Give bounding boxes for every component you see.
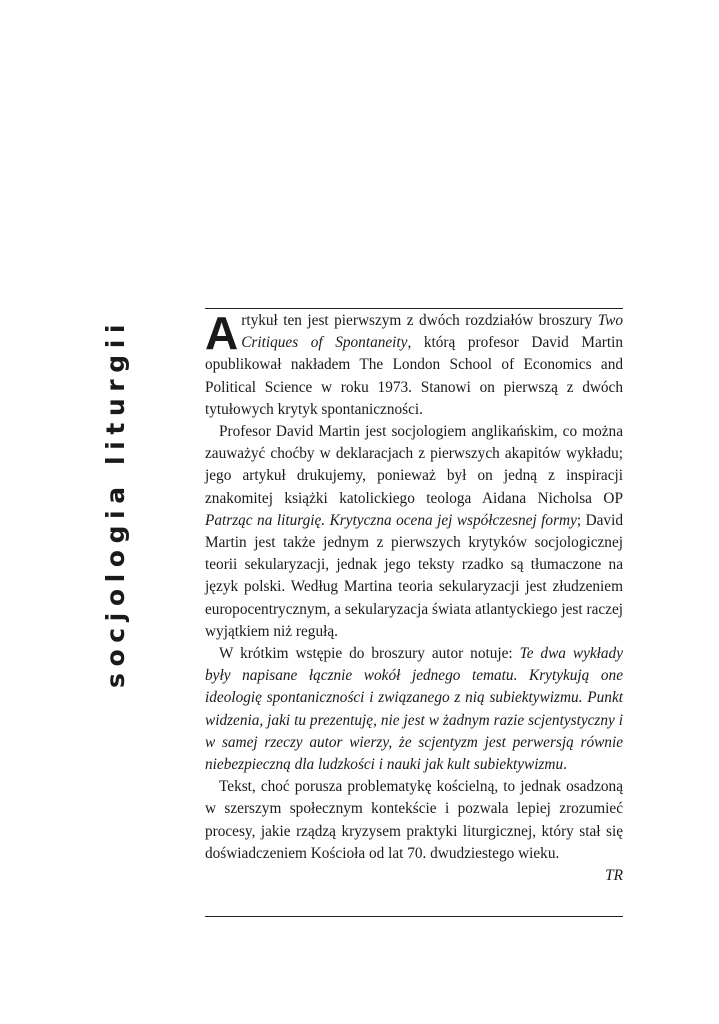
paragraph-1-book-title: Two Critiques of Spontaneity (241, 312, 623, 352)
paragraph-1 (205, 307, 623, 421)
paragraph-2-text-b: ; David Martin jest także jednym z pierwszych krytyków socjologicznej teorii sekularyzacji, jednak jego teksty rzadko są tłumaczone na język polski. Według Martina teoria sekularyzacji jest złudzeniem europocentrycznym, a sekularyzacja świata atlantyckiego jest raczej wyjątkiem niż regułą. (205, 511, 623, 640)
paragraph-3-text-b: . (563, 756, 567, 774)
paragraph-1-text-a: rtykuł ten jest pierwszym z dwóch rozdziałów broszury (241, 312, 598, 329)
top-rule (205, 308, 623, 309)
paragraph-4: Tekst, choć porusza problematykę kościelną, to jednak osadzoną w szerszym społecznym kontekście i pozwala lepiej zrozumieć procesy, jakie rządzą kryzysem praktyki liturgicznej, który stał się doświadczeniem Kościoła od lat 70. dwudziestego wieku. (205, 778, 623, 862)
paragraph-1-text-b: , którą profesor David Martin opublikował nakładem The London School of Economics and Political Science w roku 1973. Stanowi on pierwszą z dwóch tytułowych krytyk spontaniczności. (205, 334, 623, 418)
paragraph-3-quote: Te dwa wykłady były napisane łącznie wokół jednego tematu. Krytykują one ideologię spontaniczności i związanego z nią subiektywizmu. Punkt widzenia, jaki tu prezentuję, nie jest w żadnym razie scjentystyczny i w samej rzeczy autor wierzy, że scjentyzm jest perwersją równie niebezpieczną dla ludzkości i nauki jak kult subiektywizmu (205, 645, 623, 774)
running-section-title: socjologia liturgii (101, 317, 130, 688)
paragraph-2-book-title: Patrząc na liturgię. Krytyczna ocena jej współczesnej formy (205, 511, 577, 529)
paragraph-2 (205, 421, 623, 643)
paragraph-2-text-a: Profesor David Martin jest socjologiem anglikańskim, co można zauważyć choćby w deklaracjach z pierwszych akapitów wykładu; jego artykuł drukujemy, ponieważ był on jedną z inspiracji znakomitej książki katolickiego teologa Aidana Nicholsa OP (205, 423, 623, 507)
paragraph-3 (205, 643, 623, 776)
article-text (205, 307, 623, 887)
paragraph-3-text-a: W krótkim wstępie do broszury autor notuje: (219, 645, 520, 663)
bottom-rule (205, 916, 623, 917)
signature: TR (605, 867, 623, 885)
drop-cap: A (205, 307, 239, 359)
